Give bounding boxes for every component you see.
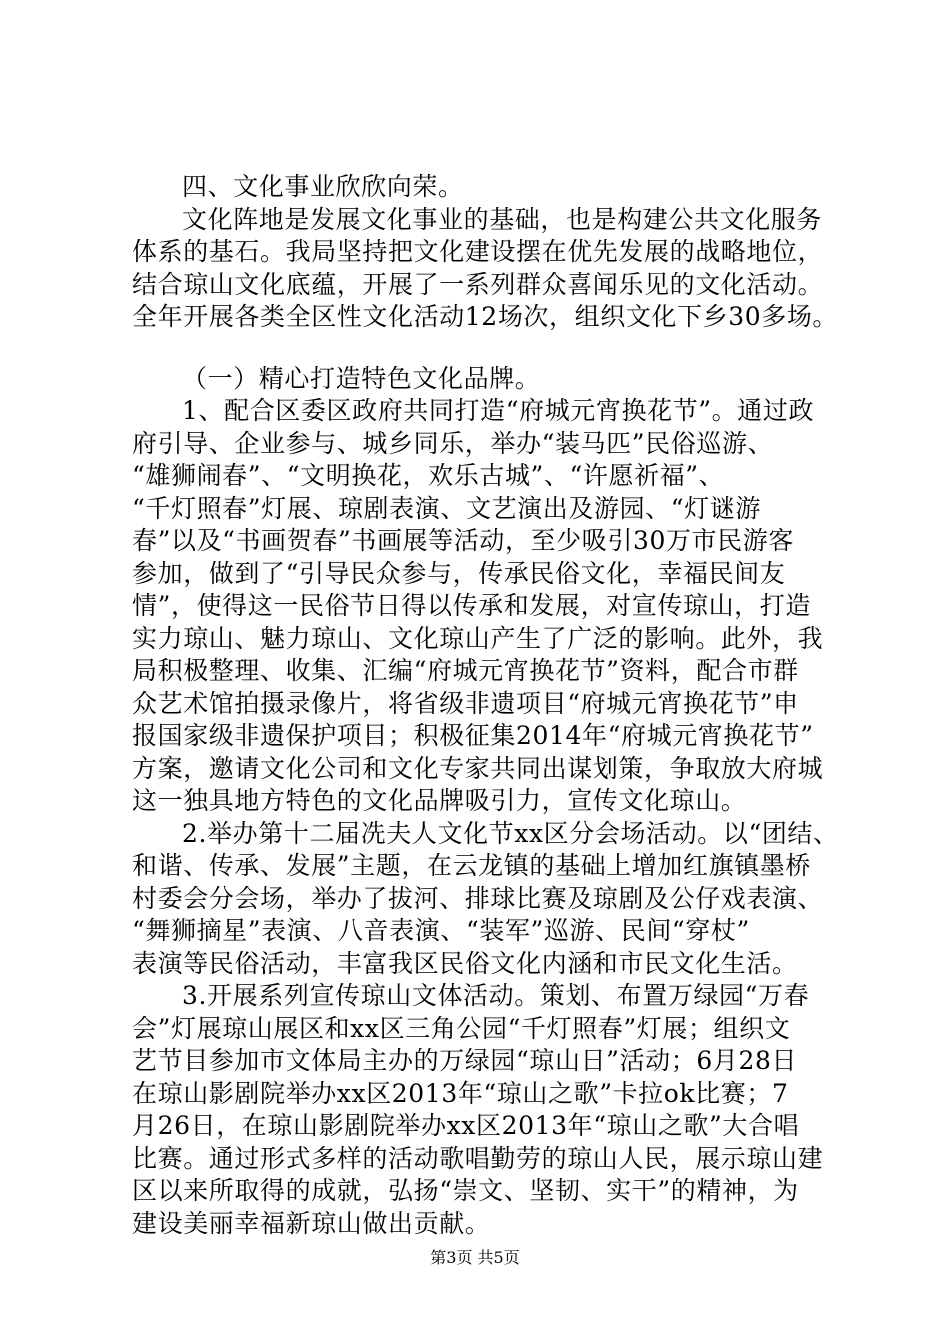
item-3-paragraph	[132, 980, 832, 1240]
paragraph-line: 3.开展系列宣传琼山文体活动。策划、布置万绿园“万春	[182, 981, 810, 1010]
subheading: （一）精心打造特色文化品牌。	[182, 363, 541, 393]
paragraph-line: 和谐、传承、发展”主题，在云龙镇的基础上增加红旗镇墨桥	[132, 851, 811, 880]
paragraph-line: 局积极整理、收集、汇编“府城元宵换花节”资料，配合市群	[132, 656, 799, 685]
paragraph-line: 体系的基石。我局坚持把文化建设摆在优先发展的战略地位，	[132, 237, 824, 266]
paragraph-line: 建设美丽幸福新琼山做出贡献。	[132, 1208, 491, 1238]
paragraph-line: 区以来所取得的成就，弘扬“崇文、坚韧、实干”的精神，为	[132, 1176, 799, 1205]
paragraph-line: 报国家级非遗保护项目；积极征集2014年“府城元宵换花节”	[132, 721, 814, 750]
paragraph-line: 实力琼山、魅力琼山、文化琼山产生了广泛的影响。此外，我	[132, 623, 824, 653]
item-2-paragraph	[132, 818, 839, 981]
paragraph-line: 在琼山影剧院举办xx区2013年“琼山之歌”卡拉ok比赛；7	[132, 1078, 789, 1108]
section-heading: 四、文化事业欣欣向荣。	[182, 172, 464, 201]
paragraph-line: 方案，邀请文化公司和文化专家共同出谋划策，争取放大府城	[132, 753, 824, 783]
paragraph-line: 情”，使得这一民俗节日得以传承和发展，对宣传琼山，打造	[132, 591, 811, 620]
page-footer: 第3页 共5页	[430, 1248, 520, 1267]
paragraph-line: 1、配合区委区政府共同打造“府城元宵换花节”。通过政	[182, 396, 815, 425]
paragraph-line: “雄狮闹春”、“文明换花，欢乐古城”、“许愿祈福”、	[132, 461, 725, 490]
paragraph-line: “舞狮摘星”表演、八音表演、“装军”巡游、民间“穿杖”	[132, 916, 750, 945]
paragraph-line: 府引导、企业参与、城乡同乐，举办“装马匹”民俗巡游、	[132, 428, 774, 458]
paragraph-line: 月26日，在琼山影剧院举办xx区2013年“琼山之歌”大合唱	[132, 1111, 800, 1140]
paragraph-line: 会”灯展琼山展区和xx区三角公园“千灯照春”灯展；组织文	[132, 1013, 791, 1043]
paragraph-line: 全年开展各类全区性文化活动12场次，组织文化下乡30多场。	[132, 302, 839, 331]
paragraph-line: 春”以及“书画贺春”书画展等活动，至少吸引30万市民游客	[132, 526, 794, 555]
intro-paragraph	[132, 204, 839, 334]
paragraph-line: 艺节目参加市文体局主办的万绿园“琼山日”活动；6月28日	[132, 1046, 798, 1075]
paragraph-line: 这一独具地方特色的文化品牌吸引力，宣传文化琼山。	[132, 786, 747, 815]
paragraph-line: 众艺术馆拍摄录像片，将省级非遗项目“府城元宵换花节”申	[132, 688, 799, 718]
paragraph-line: 结合琼山文化底蕴，开展了一系列群众喜闻乐见的文化活动。	[132, 269, 824, 299]
paragraph-line: 比赛。通过形式多样的活动歌唱勤劳的琼山人民，展示琼山建	[132, 1143, 824, 1173]
paragraph-line: 参加，做到了“引导民众参与，传承民俗文化，幸福民间友	[132, 558, 786, 588]
paragraph-line: 2.举办第十二届冼夫人文化节xx区分会场活动。以“团结、	[182, 818, 839, 848]
document-body	[132, 171, 839, 1240]
item-1-paragraph	[132, 395, 832, 818]
paragraph-line: 表演等民俗活动，丰富我区民俗文化内涵和市民文化生活。	[132, 948, 798, 978]
paragraph-line: 村委会分会场，举办了拔河、排球比赛及琼剧及公仔戏表演、	[132, 883, 824, 913]
paragraph-line: “千灯照春”灯展、琼剧表演、文艺演出及游园、“灯谜游	[132, 493, 761, 523]
paragraph-spacer	[132, 334, 832, 363]
paragraph-line: 文化阵地是发展文化事业的基础，也是构建公共文化服务	[182, 204, 823, 234]
